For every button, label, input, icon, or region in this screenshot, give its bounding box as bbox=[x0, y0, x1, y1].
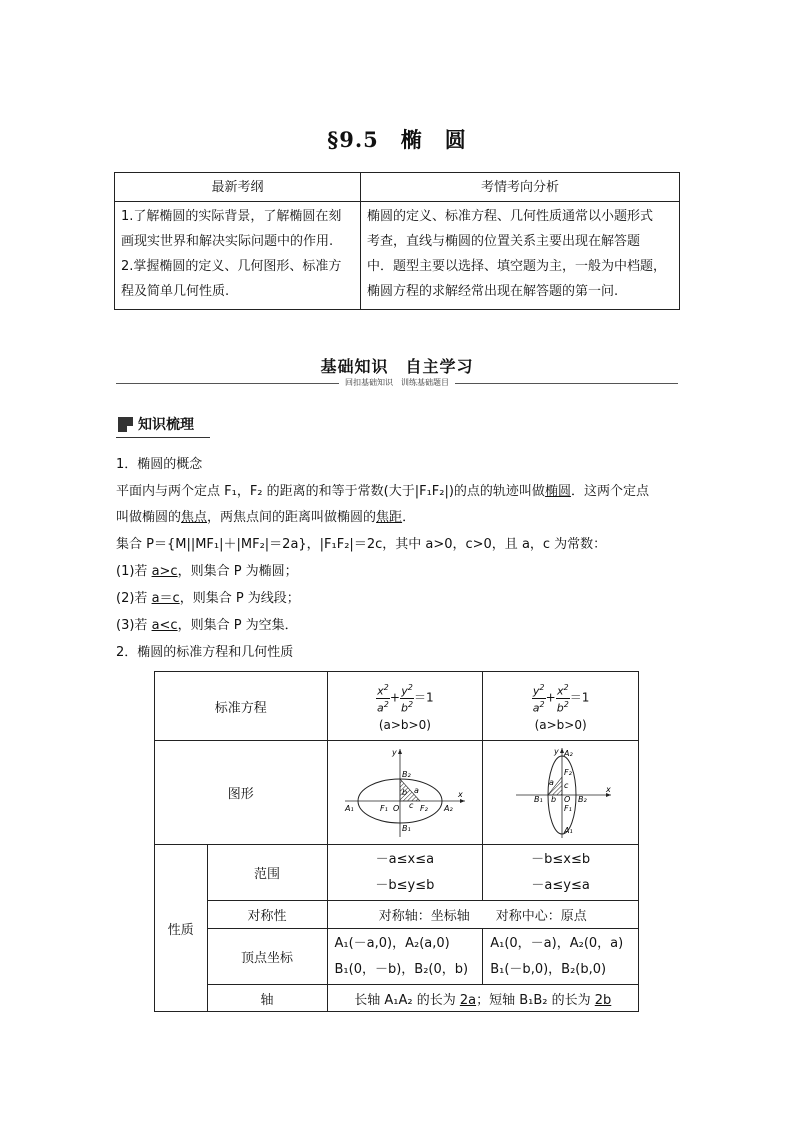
vertices-vertical: A₁(0，－a)，A₂(0，a) B₁(－b,0)，B₂(b,0) bbox=[483, 929, 639, 985]
svg-text:y: y bbox=[553, 747, 559, 756]
svg-text:a: a bbox=[413, 786, 419, 795]
section-subtitle: 回扣基础知识 训练基础题目 bbox=[0, 377, 794, 388]
svg-text:F₁: F₁ bbox=[379, 804, 388, 813]
knowledge-box-label: 知识梳理 bbox=[138, 417, 194, 433]
horizontal-ellipse-diagram bbox=[340, 745, 470, 840]
exam-outline-table bbox=[114, 172, 680, 310]
heading-concept: 1．椭圆的概念 bbox=[116, 457, 203, 472]
label-symmetry: 对称性 bbox=[207, 901, 327, 929]
outline-right-line: 中．题型主要以选择、填空题为主，一般为中档题， bbox=[367, 259, 667, 274]
label-range: 范围 bbox=[207, 845, 327, 901]
term-focus: 焦点 bbox=[181, 510, 208, 525]
svg-text:A₂: A₂ bbox=[443, 804, 453, 813]
outline-header-right: 考情考向分析 bbox=[361, 173, 680, 202]
range-vertical: －b≤x≤b －a≤y≤a bbox=[483, 845, 639, 901]
svg-text:B₂: B₂ bbox=[577, 795, 587, 804]
outline-left-line: 2.掌握椭圆的定义、几何图形、标准方 bbox=[121, 259, 342, 274]
vertical-ellipse-diagram bbox=[496, 745, 626, 840]
axis-value: 长轴 A₁A₂ 的长为 2a；短轴 B₁B₂ 的长为 2b bbox=[327, 985, 639, 1012]
svg-text:B₁: B₁ bbox=[401, 824, 411, 833]
section-title: 基础知识 自主学习 bbox=[320, 357, 474, 376]
label-axis: 轴 bbox=[207, 985, 327, 1012]
axis-x-label: x bbox=[457, 790, 463, 799]
svg-text:x: x bbox=[605, 785, 611, 794]
svg-text:F₁: F₁ bbox=[563, 804, 572, 813]
svg-text:B₁: B₁ bbox=[533, 795, 543, 804]
svg-text:A₁: A₁ bbox=[344, 804, 354, 813]
outline-left-line: 程及简单几何性质. bbox=[121, 284, 230, 299]
outline-left-line: 画现实世界和解决实际问题中的作用. bbox=[121, 234, 334, 249]
svg-text:A₁: A₁ bbox=[563, 826, 573, 835]
label-vertices: 顶点坐标 bbox=[207, 929, 327, 985]
svg-text:b: b bbox=[550, 795, 556, 804]
figure-vertical-ellipse bbox=[483, 741, 639, 845]
row-label-properties: 性质 bbox=[155, 845, 208, 1012]
svg-text:O: O bbox=[563, 795, 570, 804]
range-horizontal: －a≤x≤a －b≤y≤b bbox=[327, 845, 483, 901]
outline-right-line: 椭圆的定义、标准方程、几何性质通常以小题形式 bbox=[367, 209, 654, 224]
svg-text:A₂: A₂ bbox=[563, 749, 573, 758]
case-1: (1)若 a>c，则集合 P 为椭圆； bbox=[116, 564, 298, 579]
square-bullet-icon bbox=[118, 417, 133, 432]
vertices-horizontal: A₁(－a,0)，A₂(a,0) B₁(0，－b)，B₂(0，b) bbox=[327, 929, 483, 985]
symmetry-value: 对称轴：坐标轴 对称中心：原点 bbox=[327, 901, 639, 929]
svg-text:c: c bbox=[408, 801, 414, 810]
ellipse-properties-table bbox=[154, 671, 639, 1012]
heading-standard-equation: 2．椭圆的标准方程和几何性质 bbox=[116, 645, 294, 660]
outline-header-left: 最新考纲 bbox=[115, 173, 361, 202]
definition-line-2: 叫做椭圆的焦点，两焦点间的距离叫做椭圆的焦距． bbox=[116, 510, 416, 525]
case-3: (3)若 a<c，则集合 P 为空集． bbox=[116, 618, 298, 633]
svg-text:F₂: F₂ bbox=[563, 768, 572, 777]
outline-right-line: 椭圆方程的求解经常出现在解答题的第一问. bbox=[367, 284, 619, 299]
case-2: (2)若 a＝c，则集合 P 为线段； bbox=[116, 591, 300, 606]
equation-horizontal: $\frac{x^2}{a^2}$ + $\frac{y^2}{b^2}$ ＝1 (a>b>0) bbox=[327, 672, 483, 741]
svg-text:B₂: B₂ bbox=[401, 770, 411, 779]
axis-y-label: y bbox=[391, 748, 397, 757]
svg-text:a: a bbox=[548, 778, 554, 787]
definition-line-1: 平面内与两个定点 F₁，F₂ 的距离的和等于常数(大于|F₁F₂|)的点的轨迹叫做椭圆．这两个定点 bbox=[116, 484, 649, 499]
equation-vertical: $\frac{y^2}{a^2}$ + $\frac{x^2}{b^2}$ ＝1 (a>b>0) bbox=[483, 672, 639, 741]
svg-text:b: b bbox=[401, 788, 407, 797]
term-focal-distance: 焦距 bbox=[376, 510, 403, 525]
term-ellipse: 椭圆 bbox=[544, 484, 571, 499]
outline-left-line: 1.了解椭圆的实际背景，了解椭圆在刻 bbox=[121, 209, 342, 224]
set-definition: 集合 P＝{M||MF₁|＋|MF₂|＝2a}，|F₁F₂|＝2c，其中 a>0，c>0，且 a，c 为常数： bbox=[116, 537, 607, 552]
svg-text:O: O bbox=[392, 804, 400, 813]
outline-right-cell bbox=[361, 202, 680, 310]
svg-text:F₂: F₂ bbox=[419, 804, 428, 813]
outline-left-cell bbox=[115, 202, 361, 310]
outline-right-line: 考查，直线与椭圆的位置关系主要出现在解答题 bbox=[367, 234, 641, 249]
figure-horizontal-ellipse bbox=[327, 741, 483, 845]
svg-text:c: c bbox=[563, 781, 569, 790]
page-title: §9.5 椭 圆 bbox=[327, 127, 467, 152]
row-label-standard-equation: 标准方程 bbox=[155, 672, 328, 741]
row-label-figure: 图形 bbox=[155, 741, 328, 845]
